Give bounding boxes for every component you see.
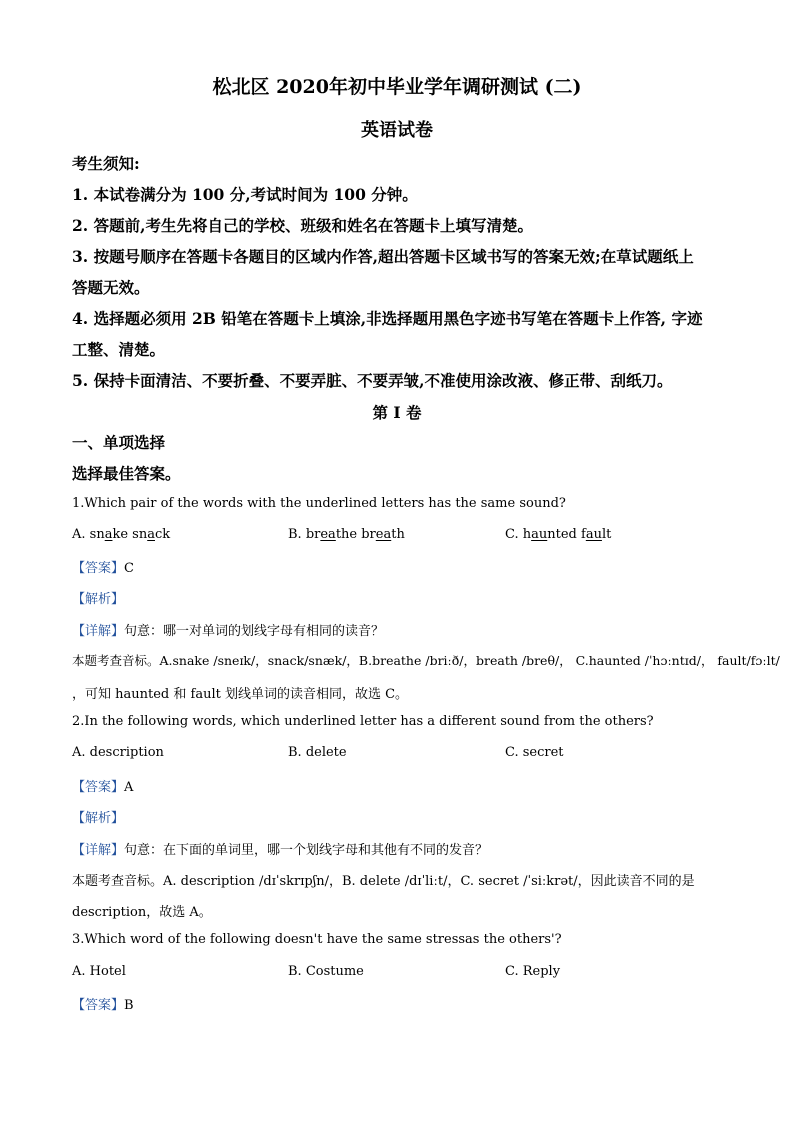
q2-stem: 2.In the following words, which underlined letter has a different sound from the others? bbox=[72, 714, 654, 729]
q1-option-b: B. breathe breath bbox=[288, 527, 405, 542]
q2-analysis-label: 【解析】 bbox=[72, 811, 125, 826]
exam-subtitle: 英语试卷 bbox=[361, 120, 433, 141]
q3-option-a: A. Hotel bbox=[72, 964, 126, 979]
q1-explanation-2: ，可知 haunted 和 fault 划线单词的读音相同，故选 C。 bbox=[72, 687, 409, 702]
q2-detail: 【详解】句意：在下面的单词里，哪一个划线字母和其他有不同的发音？ bbox=[72, 843, 489, 858]
notice-item-5: 5. 保持卡面清洁、不要折叠、不要弄脏、不要弄皱,不准使用涂改液、修正带、刮纸刀。 bbox=[72, 371, 673, 390]
q1-stem: 1.Which pair of the words with the underlined letters has the same sound? bbox=[72, 496, 566, 511]
notice-item-1: 1. 本试卷满分为 100 分,考试时间为 100 分钟。 bbox=[72, 185, 418, 204]
q1-detail-text: 句意：哪一对单词的划线字母有相同的读音？ bbox=[124, 624, 385, 639]
q1-option-c: C. haunted fault bbox=[505, 527, 612, 542]
q2-answer: 【答案】A bbox=[72, 780, 134, 795]
q2-explanation-1: 本题考查音标。A. description /dɪˈskrɪpʃn/，B. delete /dɪˈliːt/，C. secret /ˈsiːkrət/，因此读音不同的是 bbox=[72, 874, 695, 889]
notice-item-2: 2. 答题前,考生先将自己的学校、班级和姓名在答题卡上填写清楚。 bbox=[72, 216, 533, 235]
q2-explanation-2: description，故选 A。 bbox=[72, 905, 212, 920]
q1-answer: 【答案】C bbox=[72, 561, 134, 576]
section-instruction: 选择最佳答案。 bbox=[72, 464, 181, 483]
q2-option-c: C. secret bbox=[505, 745, 564, 760]
section-heading: 一、单项选择 bbox=[72, 433, 166, 452]
notice-heading: 考生须知: bbox=[72, 154, 140, 173]
q2-option-b: B. delete bbox=[288, 745, 347, 760]
q3-stem: 3.Which word of the following doesn't have the same stressas the others'? bbox=[72, 932, 562, 947]
q1-explanation-1: 本题考查音标。A.snake /sneɪk/，snack/snæk/，B.breathe /briːð/，breath /breθ/， C.haunted /ˈhɔːntɪd/， fault/fɔːlt/ bbox=[72, 653, 780, 668]
notice-item-4: 4. 选择题必须用 2B 铅笔在答题卡上填涂,非选择题用黑色字迹书写笔在答题卡上作答, 字迹 bbox=[72, 309, 703, 328]
volume-heading: 第 I 卷 bbox=[372, 403, 422, 422]
q2-option-a: A. description bbox=[72, 745, 164, 760]
q1-answer-value: C bbox=[124, 561, 134, 576]
q1-analysis-label: 【解析】 bbox=[72, 592, 125, 607]
notice-item-3: 3. 按题号顺序在答题卡各题目的区域内作答,超出答题卡区域书写的答案无效;在草试题纸上 bbox=[72, 247, 694, 266]
q3-answer: 【答案】B bbox=[72, 998, 134, 1013]
q2-answer-value: A bbox=[124, 780, 134, 795]
exam-title: 松北区 2020年初中毕业学年调研测试 (二) bbox=[212, 76, 582, 98]
q3-answer-value: B bbox=[124, 998, 134, 1013]
q1-option-a: A. snake snack bbox=[72, 527, 171, 542]
q2-detail-text: 句意：在下面的单词里，哪一个划线字母和其他有不同的发音？ bbox=[124, 843, 489, 858]
q1-detail: 【详解】句意：哪一对单词的划线字母有相同的读音？ bbox=[72, 624, 385, 639]
q3-option-b: B. Costume bbox=[288, 964, 364, 979]
notice-item-4-cont: 工整、清楚。 bbox=[72, 340, 166, 359]
q3-option-c: C. Reply bbox=[505, 964, 561, 979]
notice-item-3-cont: 答题无效。 bbox=[72, 278, 150, 297]
